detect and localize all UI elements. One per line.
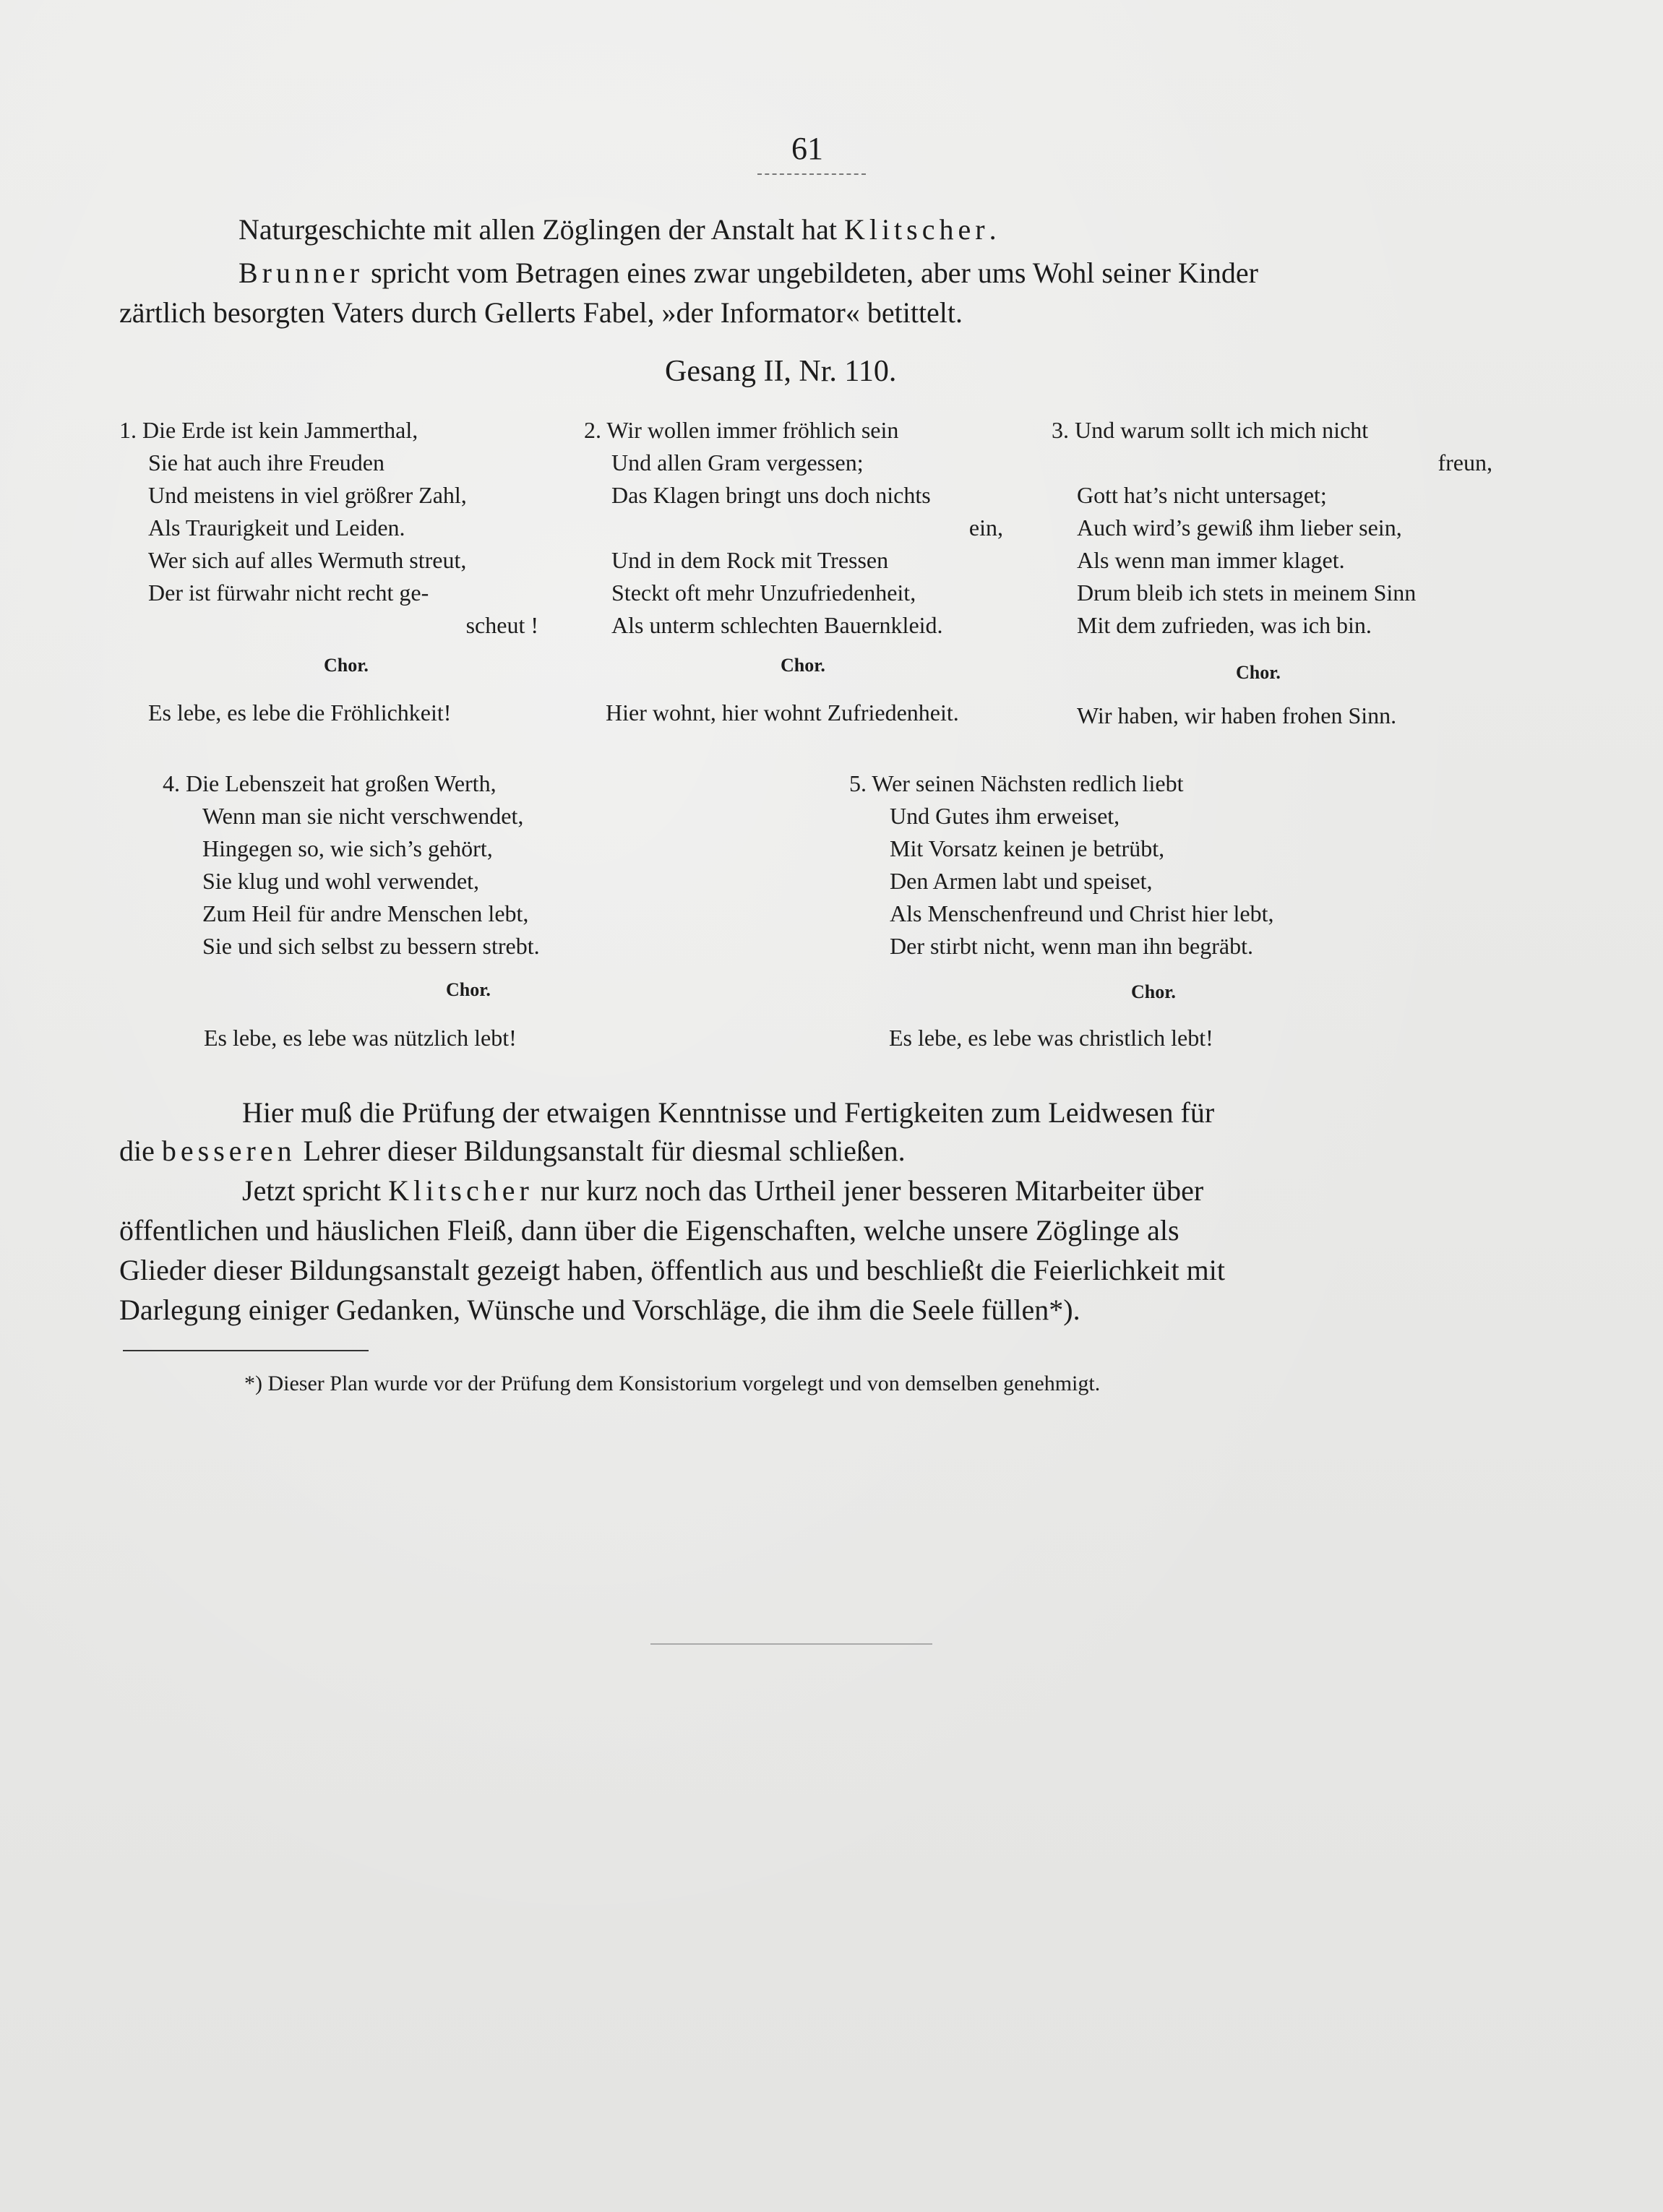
verse-line: Und Gutes ihm erweiset,	[890, 803, 1120, 829]
verse-line: 3. Und warum sollt ich mich nicht	[1052, 417, 1369, 443]
verse-line: Als unterm schlechten Bauernkleid.	[611, 612, 943, 638]
intro-line-2	[239, 253, 1258, 293]
chor-label-4: Chor.	[446, 979, 491, 1000]
verse-line: Drum bleib ich stets in meinem Sinn	[1077, 580, 1417, 606]
intro-line-1	[239, 210, 997, 250]
bleed-through-rule	[650, 1643, 932, 1645]
verse-line: Und allen Gram vergessen;	[611, 449, 864, 475]
footnote-rule	[123, 1350, 369, 1351]
intro-line-3: zärtlich besorgten Vaters durch Gellerts Fabel, »der Informator« betittelt.	[119, 296, 963, 329]
verse-line: 4. Die Lebenszeit hat großen Werth,	[163, 770, 497, 796]
verse-line: ein,	[968, 515, 1003, 541]
verse-line: Das Klagen bringt uns doch nichts	[611, 482, 931, 508]
closing-text: nur kurz noch das Urtheil jener besseren Mitarbeiter über	[540, 1174, 1204, 1207]
closing-line-1: Hier muß die Prüfung der etwaigen Kenntnisse und Fertigkeiten zum Leidwesen für	[242, 1096, 1215, 1129]
chor-label-1: Chor.	[324, 655, 369, 676]
verse-line: Als wenn man immer klaget.	[1077, 547, 1345, 573]
closing-text: die	[119, 1135, 155, 1167]
verse-line: Sie hat auch ihre Freuden	[148, 449, 384, 475]
verse-line: Steckt oft mehr Unzufriedenheit,	[611, 580, 916, 606]
refrain-1: Es lebe, es lebe die Fröhlichkeit!	[148, 700, 452, 726]
verse-line: freun,	[1438, 449, 1492, 475]
intro-text: spricht vom Betragen eines zwar ungebildeten, aber ums Wohl seiner Kinder	[371, 257, 1258, 289]
verse-3	[1052, 414, 1492, 642]
verse-line: 5. Wer seinen Nächsten redlich liebt	[849, 770, 1184, 796]
closing-line-3	[242, 1171, 1203, 1211]
closing-line-6: Darlegung einiger Gedanken, Wünsche und Vorschläge, die ihm die Seele füllen*).	[119, 1294, 1080, 1326]
closing-line-5: Glieder dieser Bildungsanstalt gezeigt haben, öffentlich aus und beschließt die Feierlichkeit mit	[119, 1254, 1225, 1286]
verse-4	[163, 767, 683, 963]
closing-text: Jetzt spricht	[242, 1174, 382, 1207]
name-klitscher: Klitscher	[388, 1174, 533, 1207]
verse-line: Sie und sich selbst zu bessern strebt.	[202, 933, 540, 959]
verse-line: Und meistens in viel größrer Zahl,	[148, 482, 467, 508]
chor-label-3: Chor.	[1236, 662, 1281, 683]
closing-line-2	[119, 1131, 906, 1171]
verse-line: 2. Wir wollen immer fröhlich sein	[584, 417, 899, 443]
page-number: 61	[791, 131, 823, 166]
verse-line: Mit Vorsatz keinen je betrübt,	[890, 835, 1165, 861]
verse-line: Als Traurigkeit und Leiden.	[148, 515, 405, 541]
verse-line: Zum Heil für andre Menschen lebt,	[202, 900, 529, 926]
refrain-5: Es lebe, es lebe was christlich lebt!	[889, 1025, 1213, 1051]
verse-line: scheut !	[465, 612, 538, 638]
verse-line: Den Armen labt und speiset,	[890, 868, 1153, 894]
verse-line: Gott hat’s nicht untersaget;	[1077, 482, 1327, 508]
intro-period: .	[989, 213, 997, 246]
verse-line: 1. Die Erde ist kein Jammerthal,	[119, 417, 418, 443]
refrain-4: Es lebe, es lebe was nützlich lebt!	[204, 1025, 517, 1051]
verse-line: Als Menschenfreund und Christ hier lebt,	[890, 900, 1274, 926]
closing-text: Lehrer dieser Bildungsanstalt für diesmal schließen.	[303, 1135, 906, 1167]
verse-line: Wer sich auf alles Wermuth streut,	[148, 547, 467, 573]
verse-line: Und in dem Rock mit Tressen	[611, 547, 889, 573]
verse-1	[119, 414, 567, 642]
intro-text: Naturgeschichte mit allen Zöglingen der Anstalt hat	[239, 213, 837, 246]
name-klitscher: Klitscher	[843, 213, 989, 246]
closing-line-4: öffentlichen und häuslichen Fleiß, dann über die Eigenschaften, welche unsere Zöglinge als	[119, 1214, 1179, 1247]
verse-line: Sie klug und wohl verwendet,	[202, 868, 480, 894]
chor-label-2: Chor.	[781, 655, 825, 676]
verse-line: Der ist fürwahr nicht recht ge-	[148, 580, 429, 606]
verse-2	[584, 414, 1018, 642]
spaced-word-besseren: besseren	[161, 1135, 296, 1167]
chor-label-5: Chor.	[1131, 981, 1176, 1002]
verse-5	[849, 767, 1442, 963]
page-number-ornament	[757, 173, 866, 175]
verse-line: Wenn man sie nicht verschwendet,	[202, 803, 524, 829]
verse-line: Auch wird’s gewiß ihm lieber sein,	[1077, 515, 1402, 541]
footnote: *) Dieser Plan wurde vor der Prüfung dem Konsistorium vorgelegt und von demselben genehmigt.	[244, 1372, 1101, 1395]
verse-line: Hingegen so, wie sich’s gehört,	[202, 835, 493, 861]
verse-line: Mit dem zufrieden, was ich bin.	[1077, 612, 1372, 638]
refrain-3: Wir haben, wir haben frohen Sinn.	[1077, 702, 1397, 728]
song-heading: Gesang II, Nr. 110.	[665, 355, 897, 388]
verse-line: Der stirbt nicht, wenn man ihn begräbt.	[890, 933, 1253, 959]
refrain-2: Hier wohnt, hier wohnt Zufriedenheit.	[606, 700, 959, 726]
name-brunner: Brunner	[239, 257, 364, 289]
